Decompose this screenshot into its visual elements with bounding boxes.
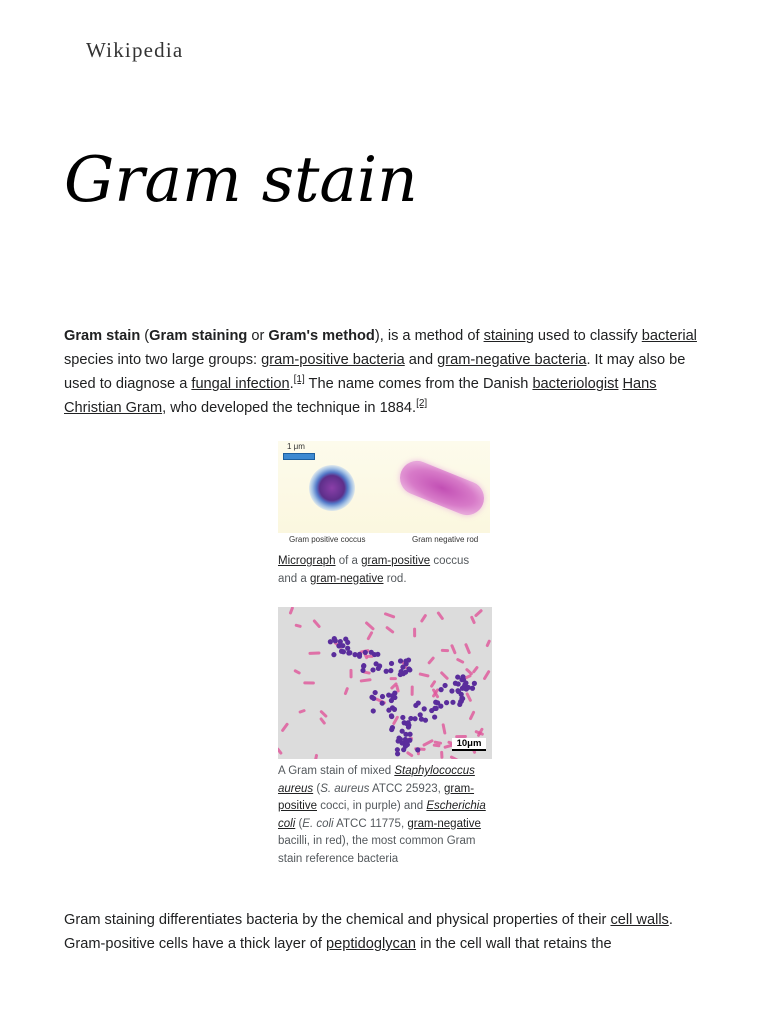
- text: Gram staining differentiates bacteria by the chemical and physical properties of their: [64, 912, 611, 928]
- coccus-shape: [380, 694, 385, 699]
- coccus-shape: [384, 669, 389, 674]
- coccus-shape: [386, 708, 391, 713]
- bacillus-shape: [436, 611, 444, 621]
- figure-caption: [278, 763, 492, 868]
- coccus-shape: [403, 658, 408, 663]
- coccus-shape: [460, 674, 465, 679]
- coccus-shape: [389, 661, 394, 666]
- bacillus-shape: [464, 643, 471, 655]
- coccus-shape: [333, 638, 338, 643]
- italic-text: E. coli: [302, 817, 334, 830]
- coccus-shape: [438, 704, 443, 709]
- bacillus-shape: [406, 751, 414, 758]
- bacillus-shape: [418, 672, 429, 677]
- coccus-shape: [407, 732, 412, 737]
- link-gram-negative[interactable]: gram-negative: [309, 572, 384, 585]
- text: or: [247, 328, 269, 344]
- coccus-shape: [371, 696, 376, 701]
- link-gram-positive-bacteria[interactable]: gram-positive bacteria: [261, 352, 405, 368]
- bacillus-shape: [456, 658, 465, 665]
- coccus-shape: [388, 668, 393, 673]
- coccus-shape: [363, 650, 368, 655]
- bold-term: Gram staining: [149, 328, 248, 344]
- bacillus-shape: [469, 710, 476, 720]
- coccus-shape: [352, 652, 357, 657]
- intro-paragraph: [64, 324, 704, 420]
- coccus-shape: [458, 699, 463, 704]
- coccus-shape: [386, 692, 391, 697]
- coccus-shape: [389, 727, 394, 732]
- coccus-shape: [380, 701, 385, 706]
- bacillus-shape: [364, 621, 375, 631]
- coccus-shape: [462, 682, 467, 687]
- coccus-shape: [472, 681, 477, 686]
- link-fungal-infection[interactable]: fungal infection: [191, 376, 290, 392]
- bacillus-shape: [278, 747, 283, 755]
- coccus-shape: [459, 692, 464, 697]
- coccus-shape: [374, 661, 379, 666]
- bacillus-shape: [390, 677, 397, 680]
- coccus-shape: [404, 738, 409, 743]
- text: and: [404, 352, 438, 368]
- coccus-shape: [434, 706, 439, 711]
- link-peptidoglycan[interactable]: peptidoglycan: [325, 936, 417, 952]
- coccus-shape: [361, 664, 366, 669]
- coccus-shape: [331, 652, 336, 657]
- coccus-shape: [392, 707, 397, 712]
- coccus-shape: [406, 666, 411, 671]
- text: A Gram stain of mixed: [278, 765, 395, 777]
- coccus-shape: [328, 639, 333, 644]
- coccus-shape: [450, 700, 455, 705]
- scale-bar: [283, 453, 315, 460]
- reference-1[interactable]: [1]: [293, 374, 305, 386]
- figure-micrograph: [278, 441, 490, 588]
- gram-negative-rod-shape: [395, 456, 489, 520]
- link-gram-positive[interactable]: gram-positive: [278, 782, 475, 812]
- label-coccus: Gram positive coccus: [289, 535, 366, 544]
- bacillus-shape: [440, 671, 450, 681]
- text: coccus and a: [278, 555, 470, 585]
- gram-positive-coccus-shape: [309, 465, 355, 511]
- scale-bar-label: 10μm: [452, 738, 486, 751]
- coccus-shape: [399, 669, 404, 674]
- coccus-shape: [412, 716, 417, 721]
- text: species into two large groups:: [64, 352, 262, 368]
- link-bacteriologist[interactable]: bacteriologist: [532, 376, 619, 392]
- bacillus-shape: [465, 692, 472, 702]
- bacillus-shape: [430, 680, 437, 688]
- italic-text: S. aureus: [320, 782, 370, 795]
- link-micrograph[interactable]: Micrograph: [278, 555, 336, 567]
- bacillus-shape: [366, 631, 373, 641]
- coccus-shape: [357, 652, 362, 657]
- label-rod: Gram negative rod: [412, 535, 479, 544]
- coccus-shape: [433, 700, 438, 705]
- coccus-shape: [370, 667, 375, 672]
- coccus-shape: [400, 665, 405, 670]
- coccus-shape: [396, 738, 401, 743]
- bacillus-shape: [485, 639, 491, 647]
- wikipedia-wordmark[interactable]: Wikipedia: [86, 38, 184, 62]
- coccus-shape: [338, 639, 343, 644]
- coccus-shape: [392, 695, 397, 700]
- coccus-shape: [413, 703, 418, 708]
- text: rod.: [383, 572, 407, 585]
- bacillus-shape: [281, 722, 290, 732]
- text: , who developed the technique in 1884.: [162, 400, 417, 416]
- mixed-stain-image[interactable]: [278, 607, 492, 759]
- link-gram-negative-bacteria[interactable]: gram-negative bacteria: [437, 352, 587, 368]
- bacillus-shape: [384, 612, 396, 619]
- coccus-shape: [346, 650, 351, 655]
- scale-label: 1 μm: [287, 442, 305, 451]
- coccus-shape: [339, 649, 344, 654]
- link-staining[interactable]: staining: [483, 328, 534, 344]
- link-bacterial[interactable]: bacterial: [641, 328, 697, 344]
- text: ATCC 11775,: [333, 817, 408, 830]
- text: (: [140, 328, 150, 344]
- figure-mixed-stain: [278, 607, 492, 868]
- coccus-shape: [455, 674, 460, 679]
- page-title: Gram stain: [64, 143, 418, 216]
- coccus-shape: [389, 714, 394, 719]
- text: ), is a method of: [374, 328, 484, 344]
- link-gram-negative[interactable]: gram-negative: [407, 817, 481, 830]
- stain-drawing: [278, 607, 492, 759]
- coccus-shape: [373, 690, 378, 695]
- bacillus-shape: [411, 685, 414, 695]
- bacillus-shape: [319, 717, 326, 725]
- text: Staphylococcus aureus: [278, 765, 475, 795]
- text: (: [313, 782, 321, 795]
- link-hans-christian-gram[interactable]: Hans Christian Gram: [64, 376, 657, 416]
- coccus-shape: [456, 681, 461, 686]
- bold-term: Gram stain: [64, 328, 141, 344]
- coccus-shape: [429, 708, 434, 713]
- bacillus-shape: [482, 670, 490, 681]
- bacillus-shape: [422, 739, 434, 747]
- text: of a: [335, 555, 362, 567]
- text: . Gram-positive cells have a thick layer of: [64, 912, 673, 952]
- bacillus-shape: [413, 628, 416, 638]
- bacillus-shape: [465, 668, 474, 676]
- body-paragraph: [64, 908, 704, 956]
- bold-term: Gram's method: [268, 328, 375, 344]
- text: cocci, in purple) and: [317, 800, 427, 812]
- bacillus-shape: [427, 656, 435, 665]
- bacillus-shape: [441, 723, 446, 735]
- coccus-shape: [395, 751, 400, 756]
- coccus-shape: [444, 700, 449, 705]
- text: . It may also be used to diagnose a: [64, 352, 686, 392]
- bacillus-shape: [293, 669, 301, 675]
- bacillus-shape: [440, 751, 443, 759]
- bacillus-shape: [308, 651, 320, 655]
- text: ATCC 25923,: [369, 782, 445, 795]
- bacillus-shape: [349, 669, 352, 679]
- coccus-shape: [415, 747, 420, 752]
- bacillus-shape: [474, 609, 483, 618]
- link-gram-positive[interactable]: gram-positive: [361, 555, 431, 567]
- coccus-shape: [345, 640, 350, 645]
- bacillus-shape: [420, 614, 428, 623]
- coccus-shape: [442, 683, 447, 688]
- bacillus-shape: [298, 709, 306, 714]
- coccus-shape: [398, 658, 403, 663]
- bacillus-shape: [441, 649, 449, 652]
- bacillus-shape: [313, 754, 318, 759]
- bacillus-shape: [319, 710, 328, 719]
- bacillus-shape: [385, 626, 395, 635]
- bacillus-shape: [360, 678, 372, 683]
- text: Escherichia coli: [278, 800, 486, 830]
- bacillus-shape: [294, 623, 302, 628]
- coccus-shape: [372, 652, 377, 657]
- bacillus-shape: [303, 681, 315, 684]
- figure-caption: [278, 553, 490, 588]
- bacillus-shape: [343, 687, 349, 696]
- micrograph-image[interactable]: [278, 441, 490, 549]
- bacillus-shape: [472, 665, 479, 673]
- bacillus-shape: [449, 755, 461, 759]
- coccus-shape: [345, 646, 350, 651]
- coccus-shape: [449, 688, 454, 693]
- text: .: [289, 376, 294, 392]
- text: The name comes from the Danish: [304, 376, 533, 392]
- bacillus-shape: [289, 607, 295, 615]
- coccus-shape: [432, 714, 437, 719]
- link-cell-walls[interactable]: cell walls: [610, 912, 669, 928]
- bacillus-shape: [312, 619, 321, 629]
- coccus-shape: [422, 706, 427, 711]
- text: (: [295, 817, 303, 830]
- coccus-shape: [439, 687, 444, 692]
- coccus-shape: [419, 717, 424, 722]
- coccus-shape: [371, 708, 376, 713]
- reference-2[interactable]: [2]: [416, 398, 428, 410]
- coccus-shape: [402, 720, 407, 725]
- text: in the cell wall that retains the: [416, 936, 612, 952]
- bacillus-shape: [450, 644, 457, 655]
- text: bacilli, in red), the most common Gram stain reference bacteria: [278, 835, 476, 865]
- text: used to classify: [533, 328, 642, 344]
- coccus-shape: [400, 715, 405, 720]
